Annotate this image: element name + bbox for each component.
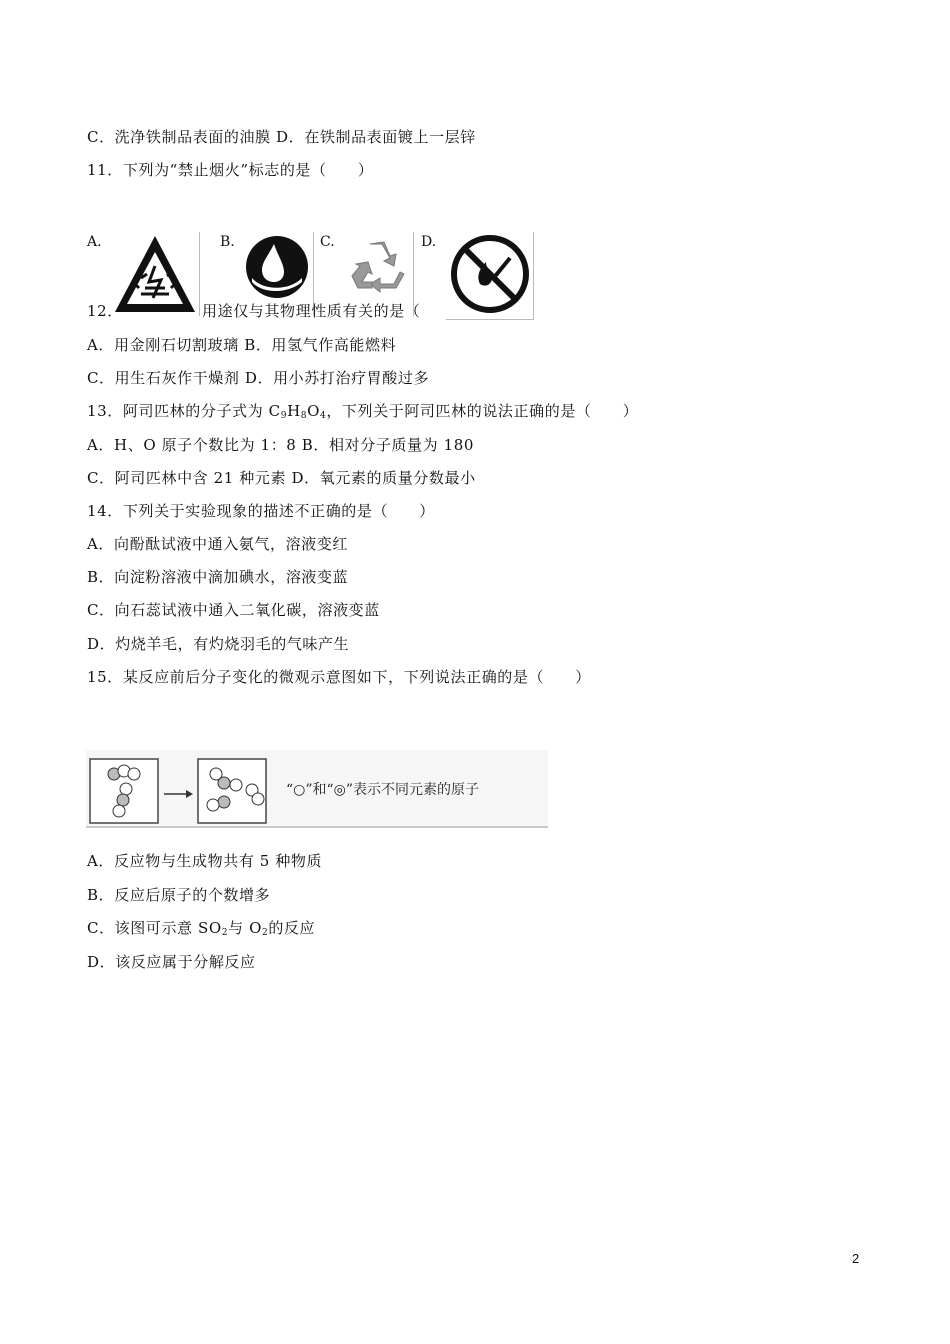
q15-option-a: A．反应物与生成物共有 5 种物质 — [87, 852, 323, 870]
q12-options-cd: C．用生石灰作干燥剂 D．用小苏打治疗胃酸过多 — [87, 369, 430, 387]
q13-options-ab: A．H、O 原子个数比为 1：8 B．相对分子质量为 180 — [87, 436, 475, 454]
explosive-warning-icon — [111, 232, 199, 316]
no-fire-icon — [446, 232, 534, 320]
reaction-diagram — [86, 750, 548, 828]
q10-options-cd: C．洗净铁制品表面的油膜 D．在铁制品表面镀上一层锌 — [87, 128, 476, 146]
q14-option-d: D．灼烧羊毛，有灼烧羽毛的气味产生 — [87, 635, 350, 653]
q15-option-c: C．该图可示意 $SO_2$与 $O_2$的反应 — [87, 919, 316, 938]
q11-option-a-label: A. — [87, 234, 102, 250]
q11-option-c-label: C. — [320, 234, 335, 250]
question-12-number: 12． — [87, 302, 123, 320]
q12-options-ab: A．用金刚石切割玻璃 B．用氢气作高能燃料 — [87, 336, 397, 354]
q14-option-c: C．向石蕊试液中通入二氧化碳，溶液变蓝 — [87, 601, 380, 619]
q15-option-b: B．反应后原子的个数增多 — [87, 886, 271, 904]
page-number: 2 — [852, 1251, 860, 1266]
diagram-caption: “○”和“◎”表示不同元素的原子 — [286, 782, 480, 798]
question-12-stem: 用途仅与其物理性质有关的是（ — [202, 302, 421, 320]
question-13: 13．阿司匹林的分子式为 $C_9H_8O_4$，下列关于阿司匹林的说法正确的是（ ） — [87, 402, 639, 421]
question-14: 14．下列关于实验现象的描述不正确的是（ ） — [87, 502, 435, 520]
question-15: 15．某反应前后分子变化的微观示意图如下，下列说法正确的是（ ） — [87, 668, 591, 686]
divider-line — [199, 232, 200, 316]
q11-option-b-label: B. — [220, 234, 235, 250]
q11-option-d-label: D. — [421, 234, 437, 250]
q13-options-cd: C．阿司匹林中含 21 种元素 D．氧元素的质量分数最小 — [87, 469, 476, 487]
q15-option-d: D．该反应属于分解反应 — [87, 953, 256, 971]
q14-option-a: A．向酚酞试液中通入氨气，溶液变红 — [87, 535, 349, 553]
q14-option-b: B．向淀粉溶液中滴加碘水，溶液变蓝 — [87, 568, 349, 586]
water-saving-icon — [244, 234, 310, 300]
recycle-icon — [344, 236, 408, 300]
question-11: 11．下列为“禁止烟火”标志的是（ ） — [87, 161, 374, 179]
